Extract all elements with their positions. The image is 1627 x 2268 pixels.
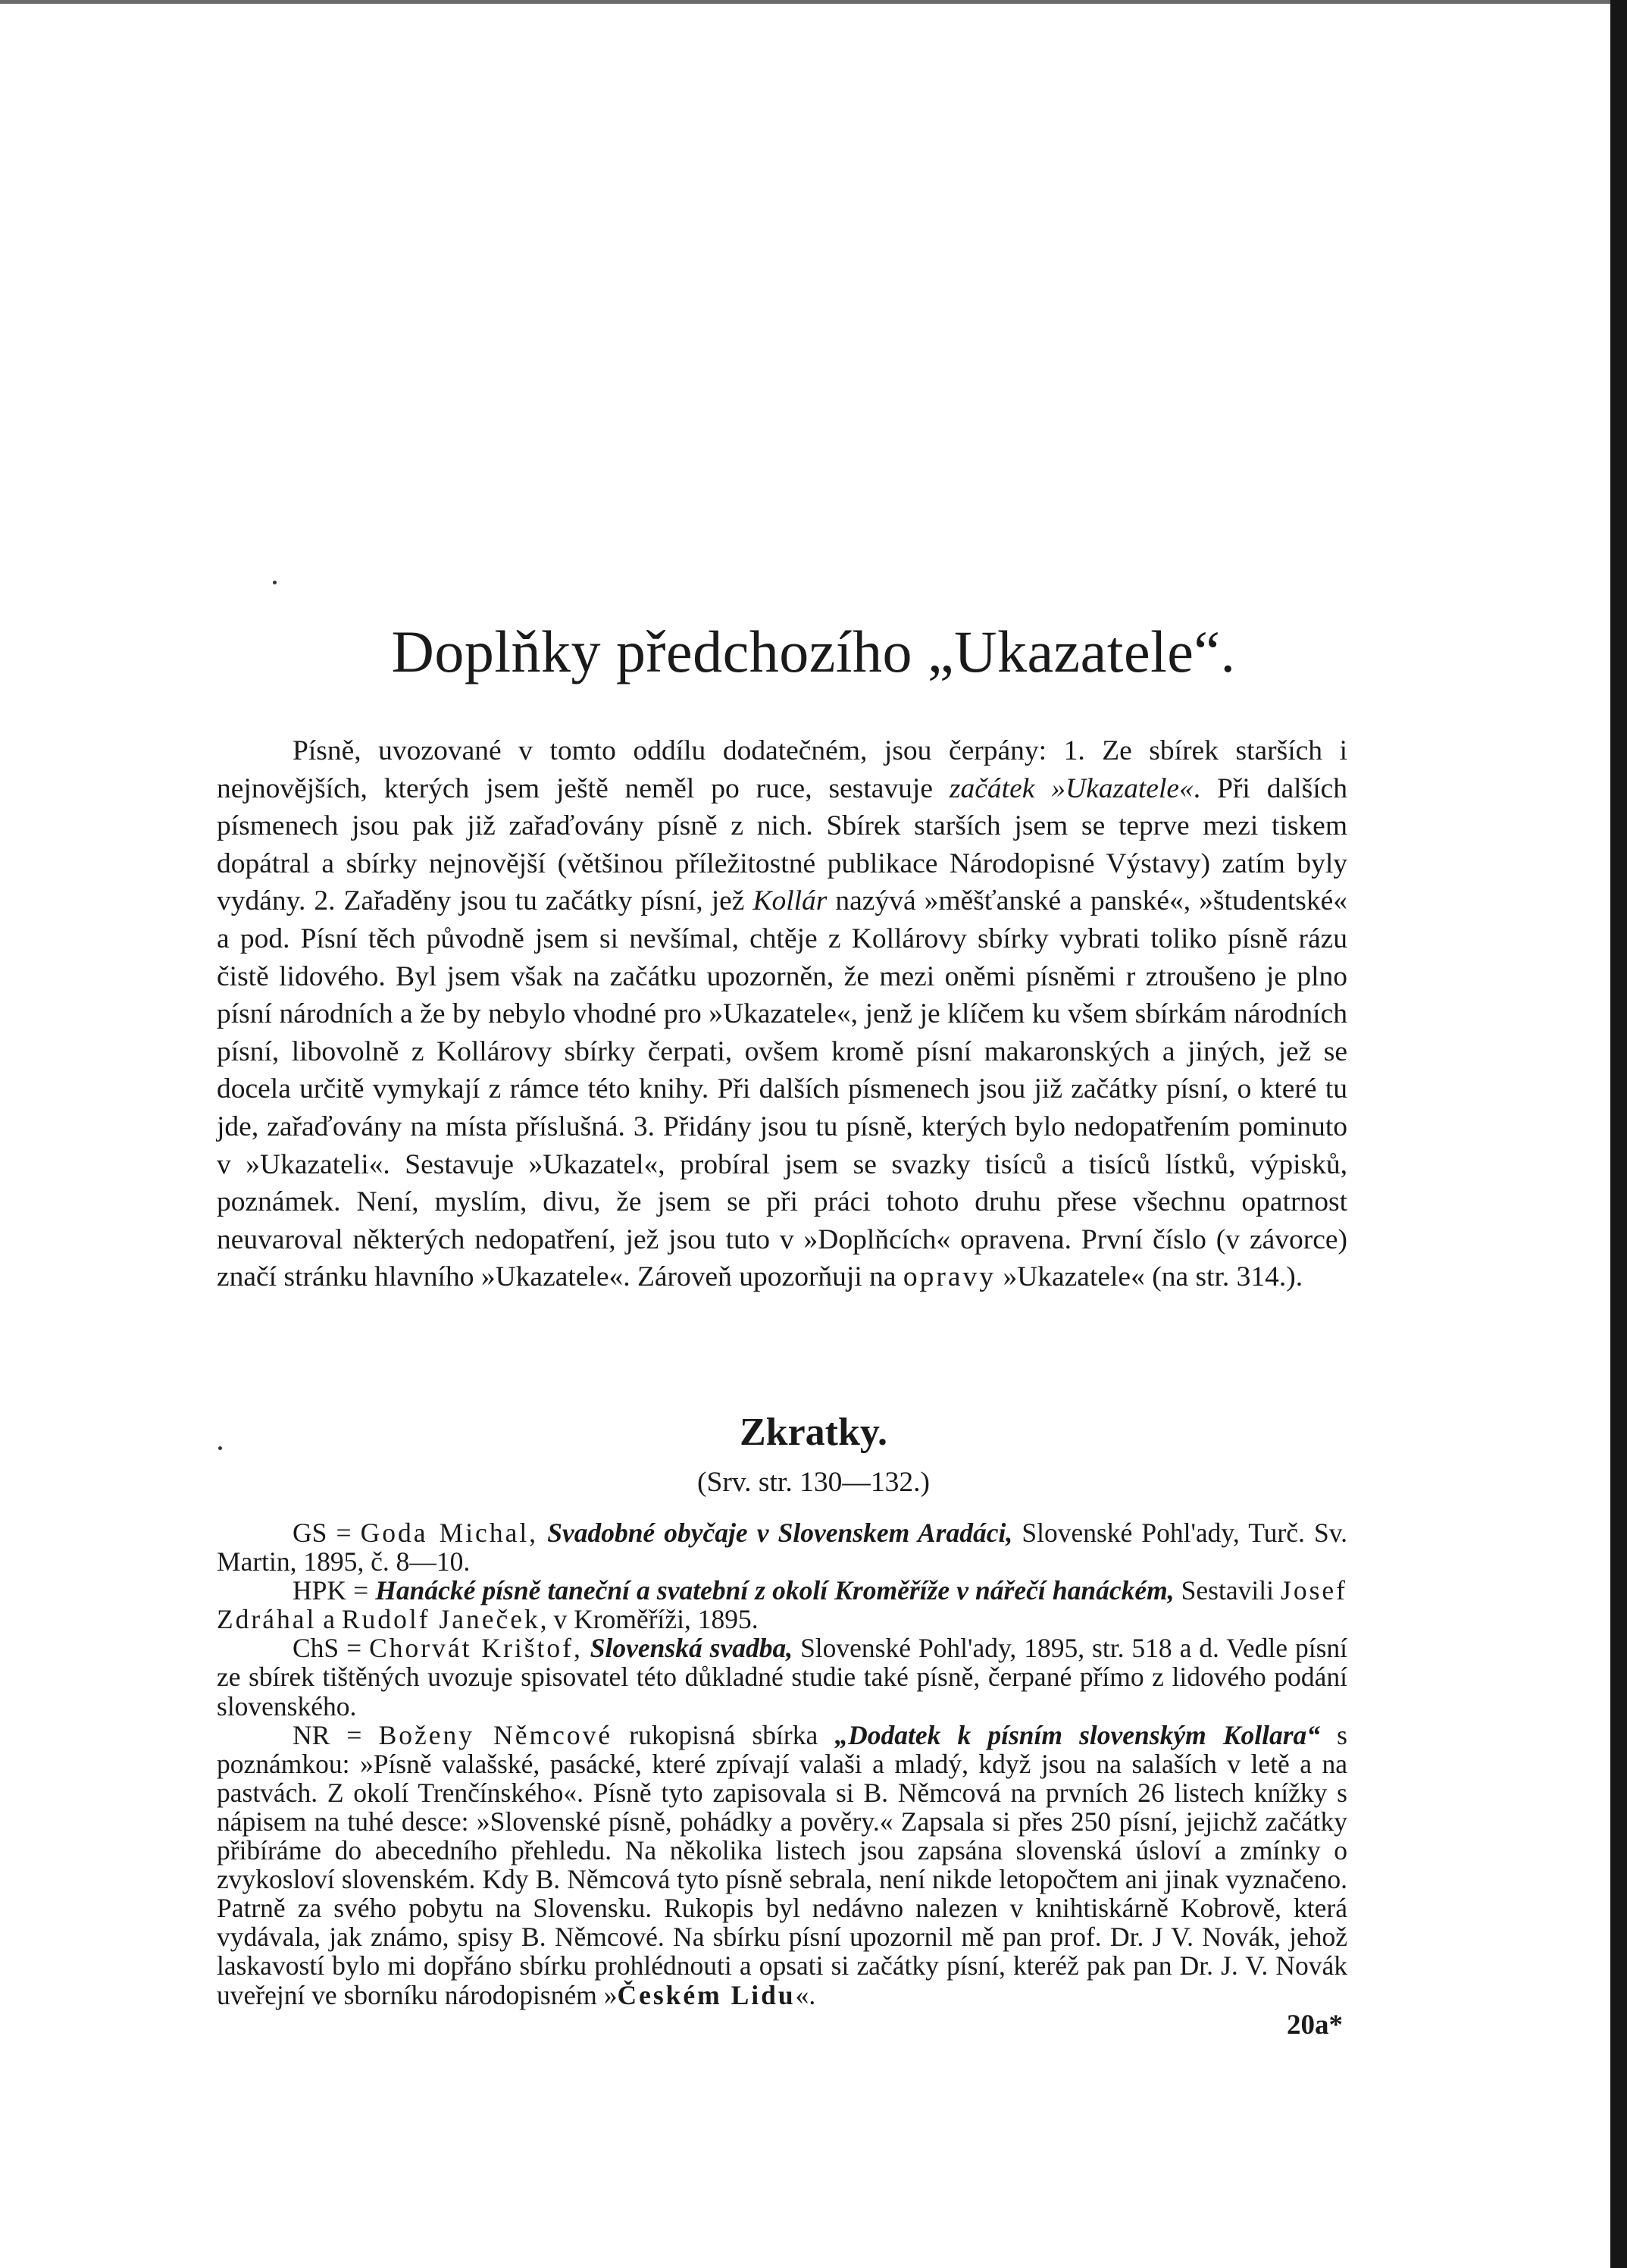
intro-name-kollar: Kollár [752, 885, 828, 917]
entry-code: NR = [293, 1719, 379, 1750]
intro-spaced-word: opravy [903, 1261, 997, 1293]
entry-author: Boženy Němcové [378, 1719, 613, 1750]
entry-code: ChS = [293, 1633, 370, 1664]
entry-text: Sestavili [1174, 1575, 1281, 1606]
entry-text: Slovenské Pohl'ady, 1895, str. 518 a d. Vedle písní ze sbírek tištěných uvozuje spisovatel této důkladné studie také písně, čerpané přímo z lidového podání slovenského. [217, 1633, 1348, 1721]
entry-work: Slovenská svadba, [590, 1633, 793, 1664]
entry-code: HPK = [293, 1575, 376, 1606]
abbreviation-entry-gs [217, 1518, 1347, 1576]
entry-text: , v Kroměříži, 1895. [540, 1604, 759, 1635]
page-title: Doplňky předchozího „Ukazatele“. [391, 619, 1236, 684]
entry-text: rukopisná sbírka [612, 1719, 835, 1750]
intro-text: Písně, uvozované v tomto oddílu dodatečném, jsou čerpány: 1. Ze sbírek starších i nejnovějších, kterých jsem ještě neměl po ruce, sestavuje [217, 735, 1347, 804]
abbreviations-list [217, 1518, 1347, 2010]
intro-text: »Ukazatele« (na str. 314.). [996, 1261, 1303, 1293]
intro-emphasis: začátek »Ukazatele« [949, 772, 1194, 804]
abbreviations-subheading: (Srv. str. 130—132.) [697, 1467, 930, 1498]
scan-top-edge [0, 0, 1627, 4]
intro-paragraph [217, 732, 1347, 1296]
entry-text: Slovenské Pohl'ady, Turč. Sv. Martin, 1895, č. 8—10. [217, 1518, 1348, 1577]
abbreviation-entry-hpk [217, 1576, 1347, 1634]
intro-section [217, 732, 1347, 1296]
entry-work: Svadobné obyčaje v Slovenskem Aradáci, [547, 1518, 1013, 1548]
entry-journal: Českém Lidu [617, 1979, 796, 2010]
abbreviation-entry-nr [217, 1721, 1347, 2010]
intro-text: nazývá »měšťanské a panské«, »študentské« a pod. Písní těch původně jsem si nevšímal, chtěje z Kollárovy sbírky vybrati toliko písně rázu čistě lidového. Byl jsem však na začátku upozorněn, že mezi oněmi písněmi r ztroušeno je plno písní národních a že by nebylo vhodné pro »Ukazatele«, jenž je klíčem ku všem sbírkám národních písní, libovolně z Kollárovy sbírky čerpati, ovšem kromě písní makaronských a jiných, jež se docela určitě vymykají z rámce této knihy. Při dalších písmenech jsou již začátky písní, o které tu jde, zařaďovány na místa příslušná. 3. Přidány jsou tu písně, kterých bylo nedopatřením pominuto v »Ukazateli«. Sestavuje »Ukazatel«, probíral jsem se svazky tisíců a tisíců lístků, výpisků, poznámek. Není, myslím, divu, že jsem se při práci tohoto druhu přese všechnu opatrnost neuvaroval některých nedopatření, jež jsou tuto v »Doplňcích« opravena. První číslo (v závorce) značí stránku hlavního »Ukazatele«. Zároveň upozorňuji na [217, 885, 1347, 1293]
abbreviations-heading: Zkratky. [739, 1411, 888, 1454]
entry-text: a [316, 1604, 342, 1635]
entry-author: Chorvát Krištof, [369, 1633, 583, 1664]
scan-right-edge [1610, 0, 1627, 2268]
page-number: 20a* [1287, 2010, 1343, 2041]
entry-code: GS = [293, 1518, 361, 1548]
entry-author: Josef Zdráhal [217, 1575, 1348, 1635]
ink-speck [273, 581, 277, 584]
entry-author: Goda Michal, [360, 1518, 539, 1548]
entry-work: „Dodatek k písním slovenským Kollara“ [834, 1719, 1321, 1750]
entry-author: Rudolf Janeček [341, 1604, 540, 1635]
entry-text: s poznámkou: »Písně valašské, pasácké, které zpívají valaši a mladý, když jsou na salaších v letě a na pastvách. Z okolí Trenčínského«. Písně tyto zapisovala si B. Němcová na prvních 26 listech knížky s nápisem na tuhé desce: »Slovenské písně, pohádky a pověry.« Zapsala si přes 250 písní, jejichž začátky přibíráme do abecedního přehledu. Na několika listech jsou zapsána slovenská úsloví a zmínky o zvykosloví slovenském. Kdy B. Němcová tyto písně sebrala, není nikde letopočtem ani jinak vyznačeno. Patrně za svého pobytu na Slovensku. Rukopis byl nedávno nalezen v knihtiskárně Kobrově, která vydávala, jak známo, spisy B. Němcové. Na sbírku písní upozornil mě pan prof. Dr. J V. Novák, jehož laskavostí bylo mi dopřáno sbírku prohlédnouti a opsati si začátky písní, kteréž pak pan Dr. J. V. Novák uveřejní ve sborníku národopisném » [217, 1719, 1347, 2010]
abbreviation-entry-chs [217, 1634, 1347, 1720]
intro-text: . Při dalších písmenech jsou pak již zařaďovány písně z nich. Sbírek starších jsem se teprve mezi tiskem dopátral a sbírky nejnovější (většinou příležitostné publikace Národopisné Výstavy) zatím byly vydány. 2. Zařaděny jsou tu začátky písní, jež [217, 772, 1348, 917]
entry-work: Hanácké písně taneční a svatební z okolí Kroměříže v nářečí hanáckém, [375, 1575, 1175, 1606]
entry-text: «. [795, 1979, 816, 2010]
